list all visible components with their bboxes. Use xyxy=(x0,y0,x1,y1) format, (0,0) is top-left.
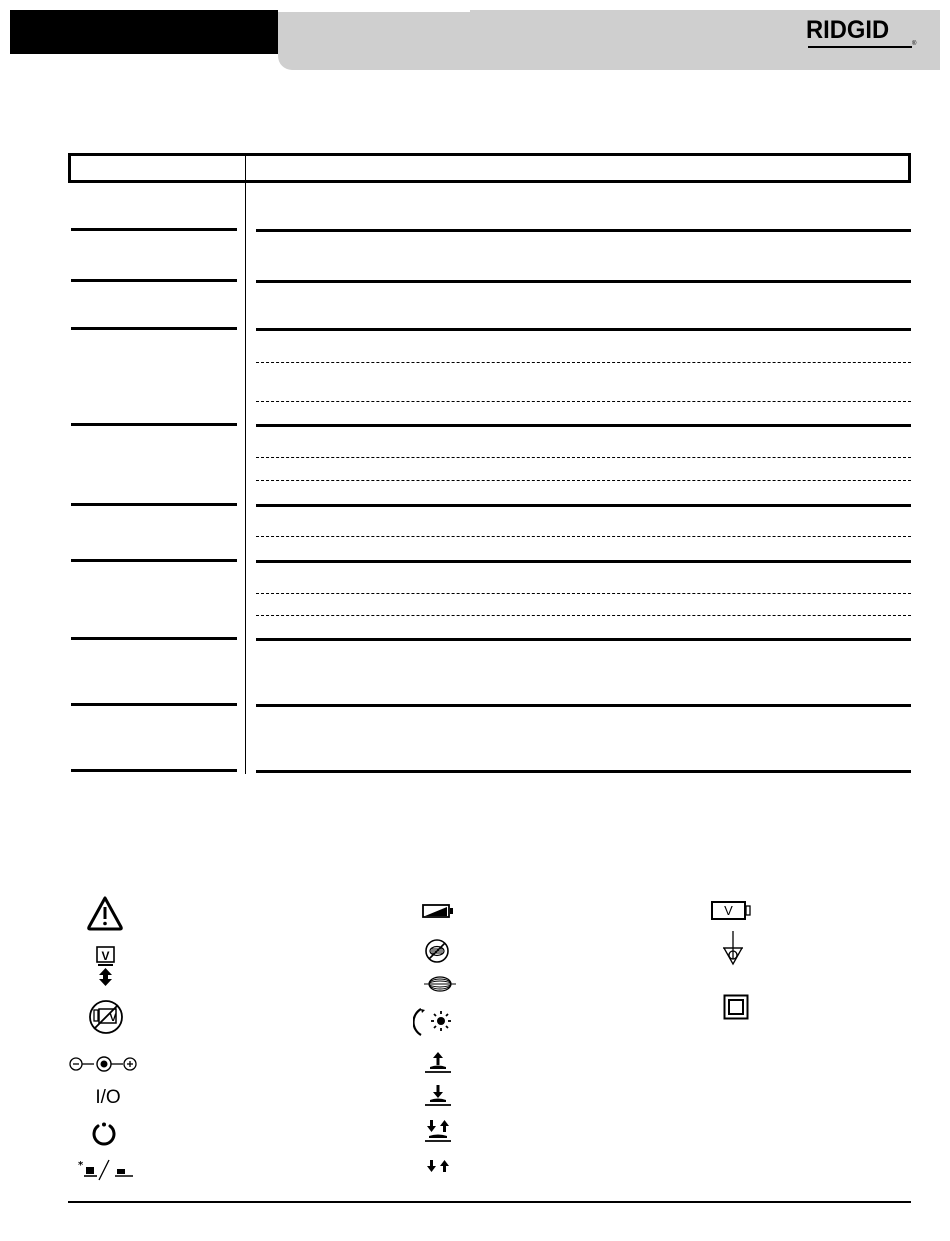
on-off-icon: I/O xyxy=(95,1087,121,1108)
table-subrow-separator xyxy=(256,362,911,363)
table-subrow-separator xyxy=(256,593,911,594)
table-row-separator-right xyxy=(256,504,911,507)
table-row-separator-left xyxy=(71,769,237,772)
table-subrow-separator xyxy=(256,615,911,616)
header-black-band xyxy=(10,10,278,54)
table-row-separator-left xyxy=(71,327,237,330)
brightness-icon xyxy=(413,1005,457,1039)
table-row-separator-left xyxy=(71,503,237,506)
video-mode-letter: V xyxy=(101,949,110,963)
logo-registered-mark: ® xyxy=(912,41,917,47)
table-row-separator-right xyxy=(256,770,911,773)
no-video-letter: V xyxy=(109,1012,117,1024)
logo-underline xyxy=(808,46,912,48)
battery-voltage-letter: V xyxy=(724,903,733,918)
day-night-icon xyxy=(78,1158,136,1182)
coil-icon xyxy=(424,975,456,993)
table-row-separator-right xyxy=(256,424,911,427)
table-header-divider xyxy=(245,156,246,181)
table-subrow-separator xyxy=(256,536,911,537)
power-icon xyxy=(91,1121,117,1147)
dc-polarity-icon xyxy=(68,1053,140,1075)
table-subrow-separator xyxy=(256,480,911,481)
table-row-separator-left xyxy=(71,559,237,562)
warning-triangle-icon xyxy=(86,895,124,931)
table-row-separator-left xyxy=(71,637,237,640)
table-row-separator-right xyxy=(256,229,911,232)
table-row-separator-right xyxy=(256,638,911,641)
table-row-separator-left xyxy=(71,423,237,426)
light-down-icon xyxy=(424,1084,452,1108)
table-row-separator-right xyxy=(256,328,911,331)
light-up-icon xyxy=(424,1051,452,1075)
table-subrow-separator xyxy=(256,457,911,458)
table-row-separator-right xyxy=(256,280,911,283)
table-column-divider xyxy=(245,183,246,774)
table-header-row xyxy=(68,153,911,183)
table-subrow-separator xyxy=(256,401,911,402)
double-insulated-icon xyxy=(723,994,749,1020)
logo-wordmark: RIDGID xyxy=(806,16,890,44)
header-grey-tab xyxy=(278,52,940,70)
footer-rule xyxy=(68,1201,911,1203)
table-row-separator-left xyxy=(71,703,237,706)
light-up-down-icon xyxy=(424,1119,452,1145)
brand-logo xyxy=(806,16,916,48)
table-row-separator-left xyxy=(71,279,237,282)
svg-text:*: * xyxy=(78,1160,84,1171)
table-row-separator-left xyxy=(71,228,237,231)
battery-low-icon xyxy=(421,903,455,919)
ground-icon xyxy=(718,931,748,969)
arrows-up-down-icon xyxy=(424,1159,452,1175)
header-highlight xyxy=(278,10,470,12)
table-row-separator-right xyxy=(256,560,911,563)
no-sonde-icon xyxy=(424,938,450,964)
table-row-separator-right xyxy=(256,704,911,707)
